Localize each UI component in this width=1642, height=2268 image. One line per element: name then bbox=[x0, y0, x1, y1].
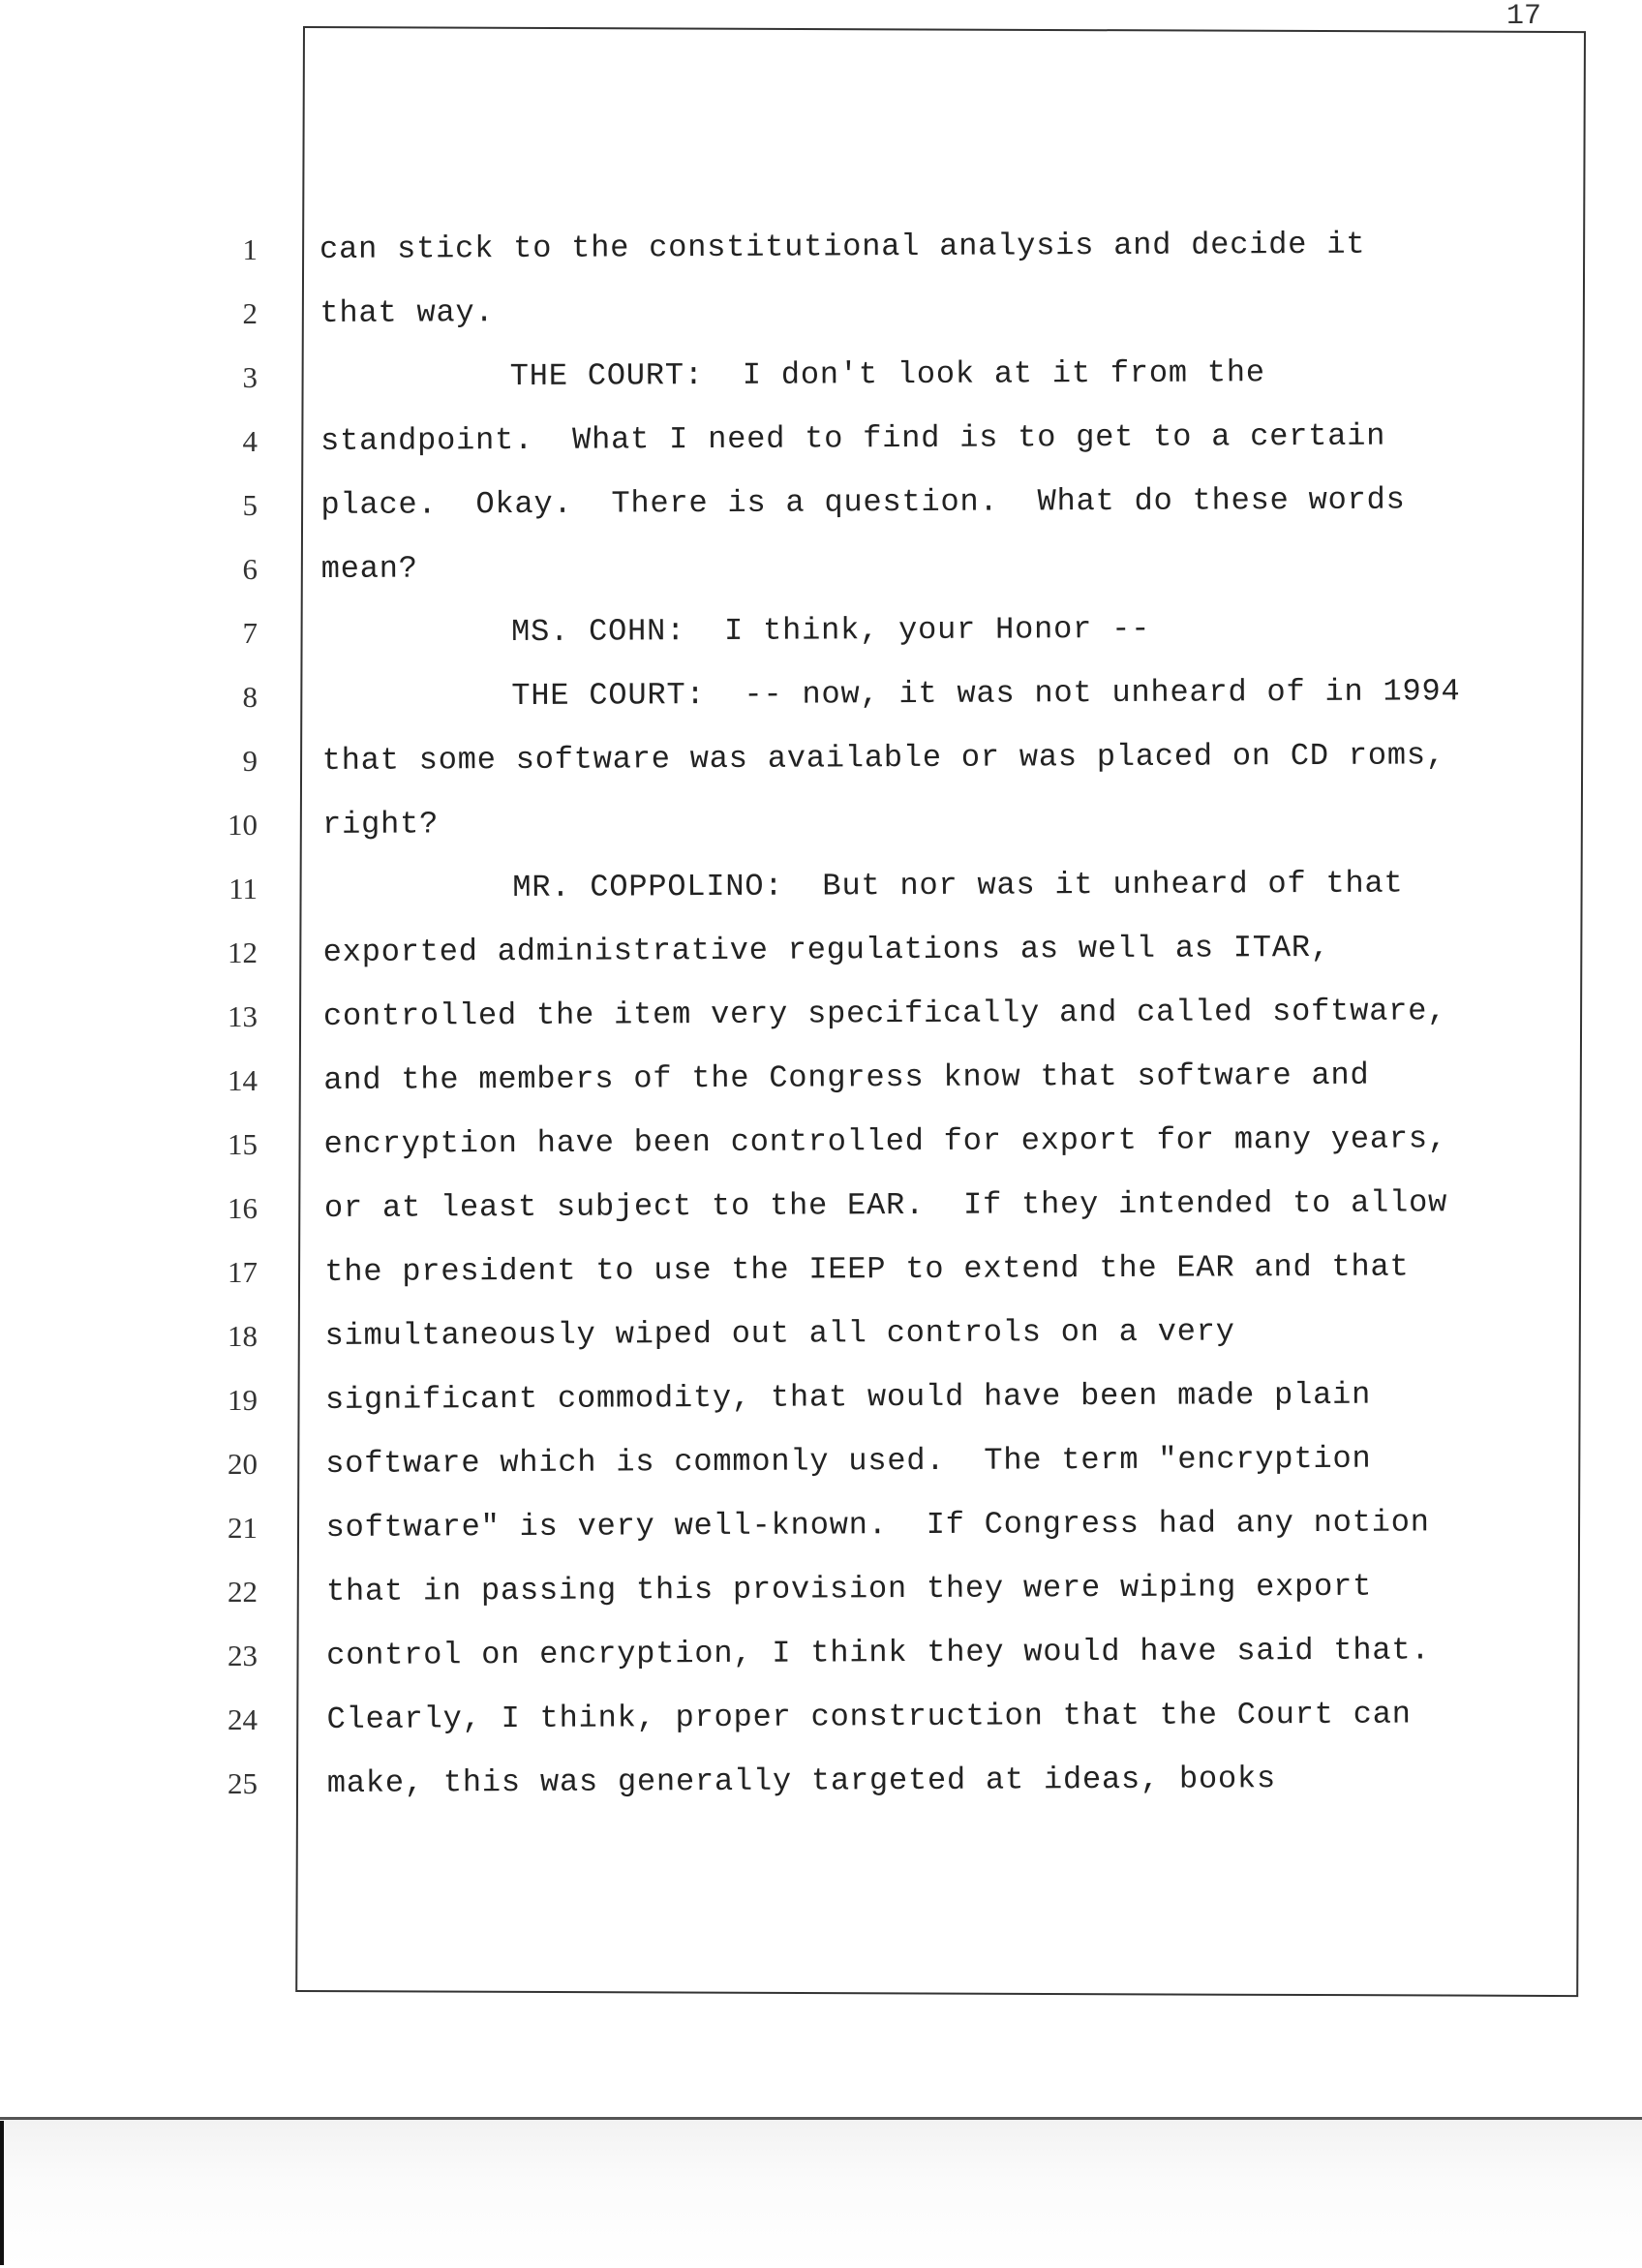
transcript-line: THE COURT: I don't look at it from the bbox=[509, 354, 1265, 395]
line-number: 22 bbox=[228, 1575, 258, 1609]
line-number: 3 bbox=[242, 360, 258, 394]
line-number: 6 bbox=[242, 552, 258, 586]
transcript-line: controlled the item very specifically and called software, bbox=[322, 993, 1447, 1034]
transcript-line: that some software was available or was placed on CD roms, bbox=[321, 737, 1445, 779]
line-number: 16 bbox=[228, 1191, 258, 1225]
transcript-line: and the members of the Congress know that software and bbox=[323, 1057, 1370, 1098]
line-number: 21 bbox=[228, 1511, 258, 1545]
line-number: 9 bbox=[242, 744, 258, 778]
transcript-line: mean? bbox=[320, 550, 418, 587]
transcript-line: software" is very well-known. If Congress had any notion bbox=[325, 1504, 1430, 1546]
transcript-line: make, this was generally targeted at ideas, books bbox=[326, 1761, 1277, 1801]
transcript-line: significant commodity, that would have been made plain bbox=[324, 1376, 1372, 1418]
transcript-line: or at least subject to the EAR. If they intended to allow bbox=[323, 1184, 1448, 1226]
transcript-line: encryption have been controlled for export for many years, bbox=[323, 1120, 1447, 1162]
line-number: 15 bbox=[228, 1127, 258, 1161]
line-number: 14 bbox=[228, 1063, 258, 1097]
page-left-edge bbox=[0, 2121, 4, 2265]
transcript-line: software which is commonly used. The term "encryption bbox=[325, 1440, 1372, 1482]
transcript-line: exported administrative regulations as well as ITAR, bbox=[322, 929, 1330, 970]
line-number-column bbox=[194, 225, 281, 1823]
transcript-line: the president to use the IEEP to extend the EAR and that bbox=[324, 1248, 1410, 1290]
line-number: 17 bbox=[228, 1255, 258, 1289]
transcript-line: that in passing this provision they were wiping export bbox=[325, 1568, 1373, 1609]
line-number: 19 bbox=[228, 1383, 258, 1417]
page-number: 17 bbox=[1506, 0, 1542, 33]
line-number: 11 bbox=[228, 872, 258, 905]
transcript-line: Clearly, I think, proper construction that the Court can bbox=[326, 1696, 1412, 1737]
line-number: 5 bbox=[242, 488, 258, 522]
transcript-line: can stick to the constitutional analysis and decide it bbox=[319, 226, 1366, 267]
line-number: 20 bbox=[228, 1447, 258, 1481]
line-number: 24 bbox=[228, 1702, 258, 1736]
transcript-line: MS. COHN: I think, your Honor -- bbox=[510, 610, 1151, 651]
transcript-line: that way. bbox=[319, 294, 495, 331]
line-number: 13 bbox=[228, 999, 258, 1033]
line-number: 12 bbox=[228, 935, 258, 969]
line-number: 7 bbox=[242, 616, 258, 650]
line-number: 23 bbox=[228, 1639, 258, 1672]
line-number: 18 bbox=[228, 1319, 258, 1353]
transcript-body bbox=[319, 219, 1576, 1823]
transcript-line: simultaneously wiped out all controls on a very bbox=[324, 1313, 1235, 1354]
line-number: 25 bbox=[228, 1766, 258, 1800]
line-number: 1 bbox=[242, 232, 258, 266]
transcript-line: standpoint. What I need to find is to get to a certain bbox=[320, 417, 1386, 459]
line-number: 4 bbox=[242, 424, 258, 458]
transcript-line: MR. COPPOLINO: But nor was it unheard of that bbox=[512, 865, 1404, 906]
line-number: 8 bbox=[242, 680, 258, 714]
transcript-line: THE COURT: -- now, it was not unheard of in 1994 bbox=[511, 673, 1461, 715]
transcript-line: control on encryption, I think they would have said that. bbox=[326, 1632, 1431, 1673]
page-bottom-edge bbox=[0, 2117, 1642, 2268]
transcript-line: place. Okay. There is a question. What do these words bbox=[320, 481, 1406, 523]
transcript-line: right? bbox=[321, 806, 440, 843]
line-number: 2 bbox=[242, 296, 258, 330]
line-number: 10 bbox=[228, 808, 258, 842]
